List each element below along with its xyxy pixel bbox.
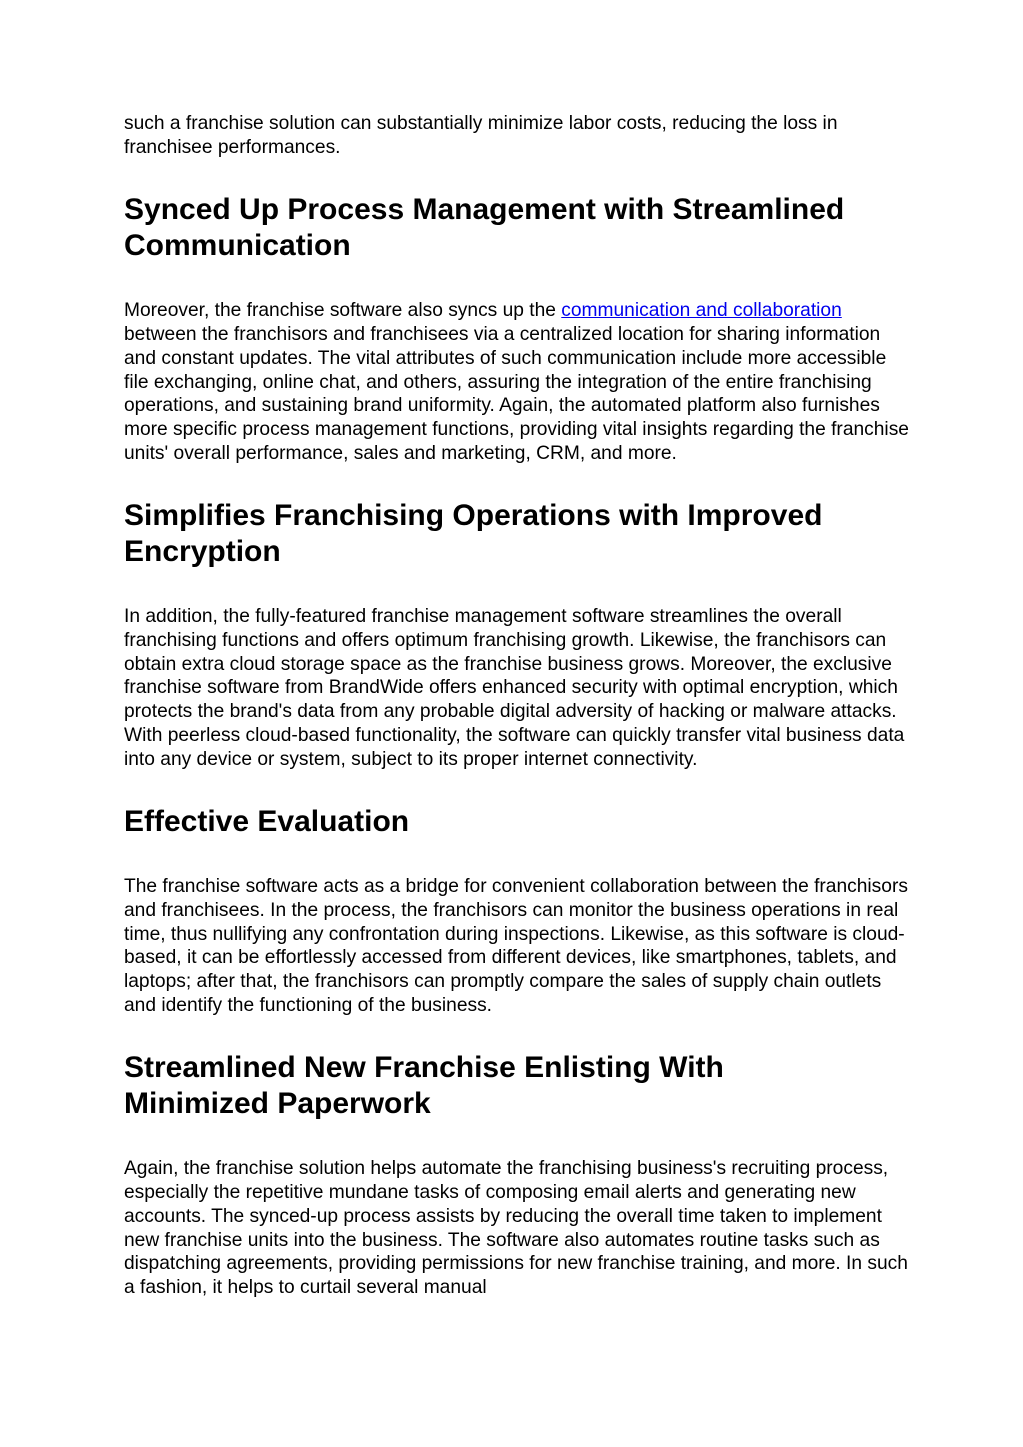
communication-collaboration-link[interactable]: communication and collaboration bbox=[561, 300, 842, 322]
paragraph-text: Moreover, the franchise software also syncs up the bbox=[124, 300, 562, 322]
document-page bbox=[124, 112, 914, 1300]
intro-paragraph: such a franchise solution can substantially minimize labor costs, reducing the loss in franchisee performances. bbox=[124, 113, 838, 158]
paragraph-simplifies-franchising: In addition, the fully-featured franchise management software streamlines the overall franchising functions and offers optimum franchising growth. Likewise, the franchisors can obtain extra cloud storage space as the franchise business grows. Moreover, the exclusive franchise software from BrandWide offers enhanced security with optimal encryption, which protects the brand's data from any probable digital adversity of hacking or malware attacks. With peerless cloud-based functionality, the software can quickly transfer vital business data into any device or system, subject to its proper internet connectivity. bbox=[124, 606, 905, 770]
paragraph-effective-evaluation: The franchise software acts as a bridge for convenient collaboration between the franchisors and franchisees. In the process, the franchisors can monitor the business operations in real time, thus nullifying any confrontation during inspections. Likewise, as this software is cloud-based, it can be effortlessly accessed from different devices, like smartphones, tablets, and laptops; after that, the franchisors can promptly compare the sales of supply chain outlets and identify the functioning of the business. bbox=[124, 876, 908, 1016]
heading-streamlined-enlisting: Streamlined New Franchise Enlisting With Minimized Paperwork bbox=[124, 1051, 724, 1121]
paragraph-synced-up-process bbox=[124, 299, 914, 465]
heading-effective-evaluation: Effective Evaluation bbox=[124, 805, 410, 839]
heading-synced-up-process: Synced Up Process Management with Streamlined Communication bbox=[124, 193, 845, 263]
paragraph-text: between the franchisors and franchisees via a centralized location for sharing information and constant updates. The vital attributes of such communication include more accessible file exchanging, online chat, and others, assuring the integration of the entire franchising operations, and sustaining brand uniformity. Again, the automated platform also furnishes more specific process management functions, providing vital insights regarding the franchise units' overall performance, sales and marketing, CRM, and more. bbox=[124, 324, 909, 464]
heading-simplifies-franchising: Simplifies Franchising Operations with Improved Encryption bbox=[124, 499, 823, 569]
paragraph-streamlined-enlisting: Again, the franchise solution helps automate the franchising business's recruiting process, especially the repetitive mundane tasks of composing email alerts and generating new accounts. The synced-up process assists by reducing the overall time taken to implement new franchise units into the business. The software also automates routine tasks such as dispatching agreements, providing permissions for new franchise training, and more. In such a fashion, it helps to curtail several manual bbox=[124, 1158, 908, 1298]
